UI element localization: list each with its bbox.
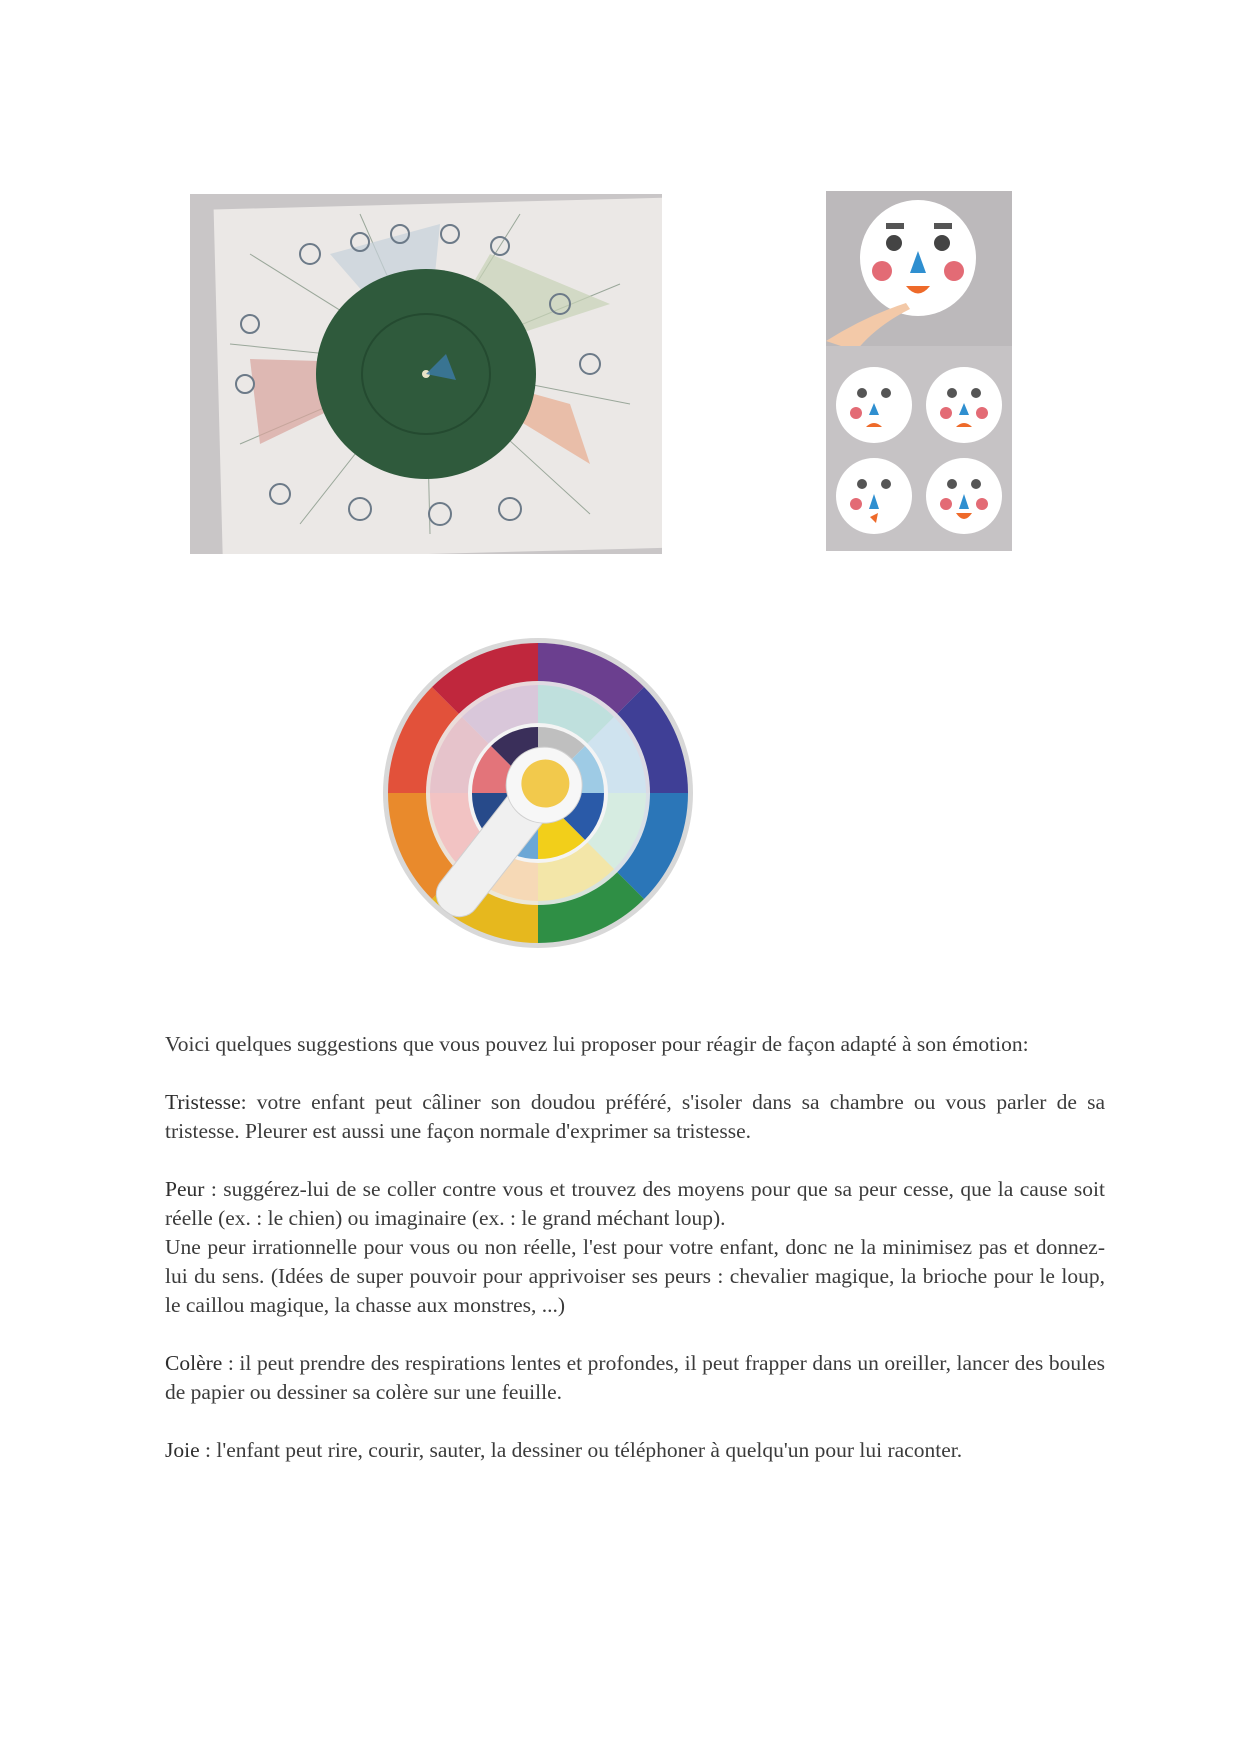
tristesse-label: Tristesse xyxy=(165,1090,241,1114)
colere-paragraph xyxy=(165,1349,1105,1407)
colere-text: : il peut prendre des respirations lentes et profondes, il peut frapper dans un oreiller, lancer des boules de papier ou dessiner sa colère sur une feuille. xyxy=(165,1351,1105,1404)
emotion-wheel-photo xyxy=(368,636,708,951)
intro-paragraph xyxy=(165,1030,1105,1059)
peur-paragraph-2 xyxy=(165,1233,1105,1320)
peur-paragraph xyxy=(165,1175,1105,1233)
colere-label: Colère xyxy=(165,1351,223,1375)
magnetic-faces-photo xyxy=(826,191,1012,551)
hand-drawn-emotion-wheel-photo xyxy=(190,194,662,554)
joie-paragraph xyxy=(165,1436,1105,1465)
suggestions-text xyxy=(165,1030,1105,1494)
tristesse-text: : votre enfant peut câliner son doudou préféré, s'isoler dans sa chambre ou vous parler de sa tristesse. Pleurer est aussi une façon normale d'exprimer sa tristesse. xyxy=(165,1090,1105,1143)
joie-label: Joie xyxy=(165,1438,200,1462)
tristesse-paragraph xyxy=(165,1088,1105,1146)
joie-text: : l'enfant peut rire, courir, sauter, la dessiner ou téléphoner à quelqu'un pour lui raconter. xyxy=(199,1438,963,1462)
peur-text: : suggérez-lui de se coller contre vous et trouvez des moyens pour que sa peur cesse, que la cause soit réelle (ex. : le chien) ou imaginaire (ex. : le grand méchant loup). xyxy=(165,1177,1105,1230)
intro-text: Voici quelques suggestions que vous pouvez lui proposer pour réagir de façon adapté à son émotion: xyxy=(165,1032,1029,1056)
peur-text-2: Une peur irrationnelle pour vous ou non réelle, l'est pour votre enfant, donc ne la minimisez pas et donnez-lui du sens. (Idées de super pouvoir pour apprivoiser ses peurs : chevalier magique, la brioche pour le loup, le caillou magique, la chasse aux monstres, ...) xyxy=(165,1235,1105,1317)
peur-label: Peur xyxy=(165,1177,205,1201)
